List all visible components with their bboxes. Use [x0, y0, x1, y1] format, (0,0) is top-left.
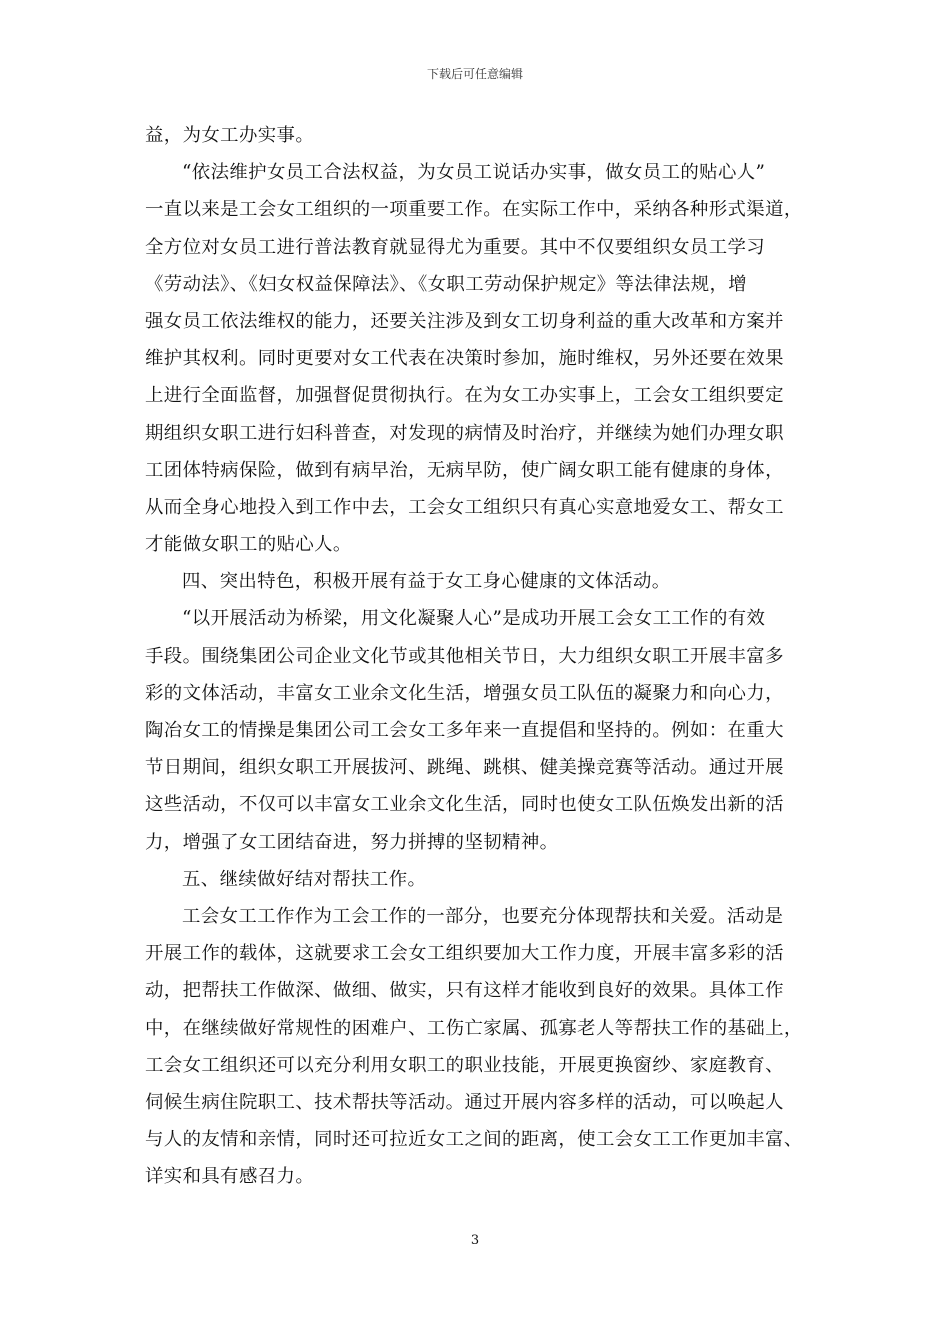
text-line: 陶冶女工的情操是集团公司工会女工多年来一直提倡和坚持的。例如：在重大 [145, 720, 784, 741]
text-line: 期组织女职工进行妇科普查，对发现的病情及时治疗，并继续为她们办理女职 [145, 422, 784, 444]
text-line: 一直以来是工会女工组织的一项重要工作。在实际工作中，采纳各种形式渠道， [145, 199, 803, 221]
text-line: 开展工作的载体，这就要求工会女工组织要加大工作力度，开展丰富多彩的活 [145, 943, 784, 965]
text-line: 四、突出特色，积极开展有益于女工身心健康的文体活动。 [182, 571, 671, 593]
text-line: 详实和具有感召力。 [145, 1166, 315, 1188]
text-line: 工会女工工作作为工会工作的一部分，也要充分体现帮扶和关爱。活动是 [182, 905, 784, 927]
text-line: 上进行全面监督，加强督促贯彻执行。在为女工办实事上，工会女工组织要定 [145, 385, 784, 407]
text-line: 手段。围绕集团公司企业文化节或其他相关节日，大力组织女职工开展丰富多 [145, 645, 784, 667]
text-line: “依法维护女员工合法权益，为女员工说话办实事，做女员工的贴心人” [182, 162, 766, 184]
text-line: 这些活动，不仅可以丰富女工业余文化生活，同时也使女工队伍焕发出新的活 [145, 794, 784, 816]
text-line: 力，增强了女工团结奋进，努力拼搏的坚韧精神。 [145, 831, 559, 853]
text-line: 才能做女职工的贴心人。 [145, 534, 352, 556]
text-line: 伺候生病住院职工、技术帮扶等活动。通过开展内容多样的活动，可以唤起人 [145, 1091, 784, 1113]
text-line: 工会女工组织还可以充分利用女职工的职业技能，开展更换窗纱、家庭教育、 [145, 1054, 784, 1076]
text-line: 强女员工依法维权的能力，还要关注涉及到女工切身利益的重大改革和方案并 [145, 310, 784, 332]
text-line: 工团体特病保险，做到有病早治，无病早防，使广阔女职工能有健康的身体， [145, 459, 784, 481]
text-line: 益，为女工办实事。 [145, 125, 315, 146]
text-line: 节日期间，组织女职工开展拔河、跳绳、跳棋、健美操竞赛等活动。通过开展 [145, 757, 784, 779]
text-line: 《劳动法》、《妇女权益保障法》、《女职工劳动保护规定》等法律法规，增 [145, 273, 748, 295]
text-line: 动，把帮扶工作做深、做细、做实，只有这样才能收到良好的效果。具体工作 [145, 980, 784, 1002]
header-text: 下载后可任意编辑 [426, 67, 523, 81]
page-number-text: 3 [470, 1233, 480, 1248]
text-line: 与人的友情和亲情，同时还可拉近女工之间的距离，使工会女工工作更加丰富、 [145, 1129, 803, 1151]
text-line: 五、继续做好结对帮扶工作。 [182, 868, 427, 890]
text-line: 维护其权利。同时更要对女工代表在决策时参加，施时维权，另外还要在效果 [145, 348, 784, 370]
page-header [0, 66, 950, 82]
document-body [145, 117, 809, 1195]
text-line: 全方位对女员工进行普法教育就显得尤为重要。其中不仅要组织女员工学习 [145, 236, 766, 258]
text-line: 中，在继续做好常规性的困难户、工伤亡家属、孤寡老人等帮扶工作的基础上， [145, 1017, 803, 1039]
text-line: 彩的文体活动，丰富女工业余文化生活，增强女员工队伍的凝聚力和向心力， [145, 682, 784, 704]
page-number [0, 1233, 950, 1249]
text-line: “以开展活动为桥梁，用文化凝聚人心”是成功开展工会女工工作的有效 [182, 608, 766, 630]
text-line: 从而全身心地投入到工作中去，工会女工组织只有真心实意地爱女工、帮女工 [145, 496, 784, 518]
